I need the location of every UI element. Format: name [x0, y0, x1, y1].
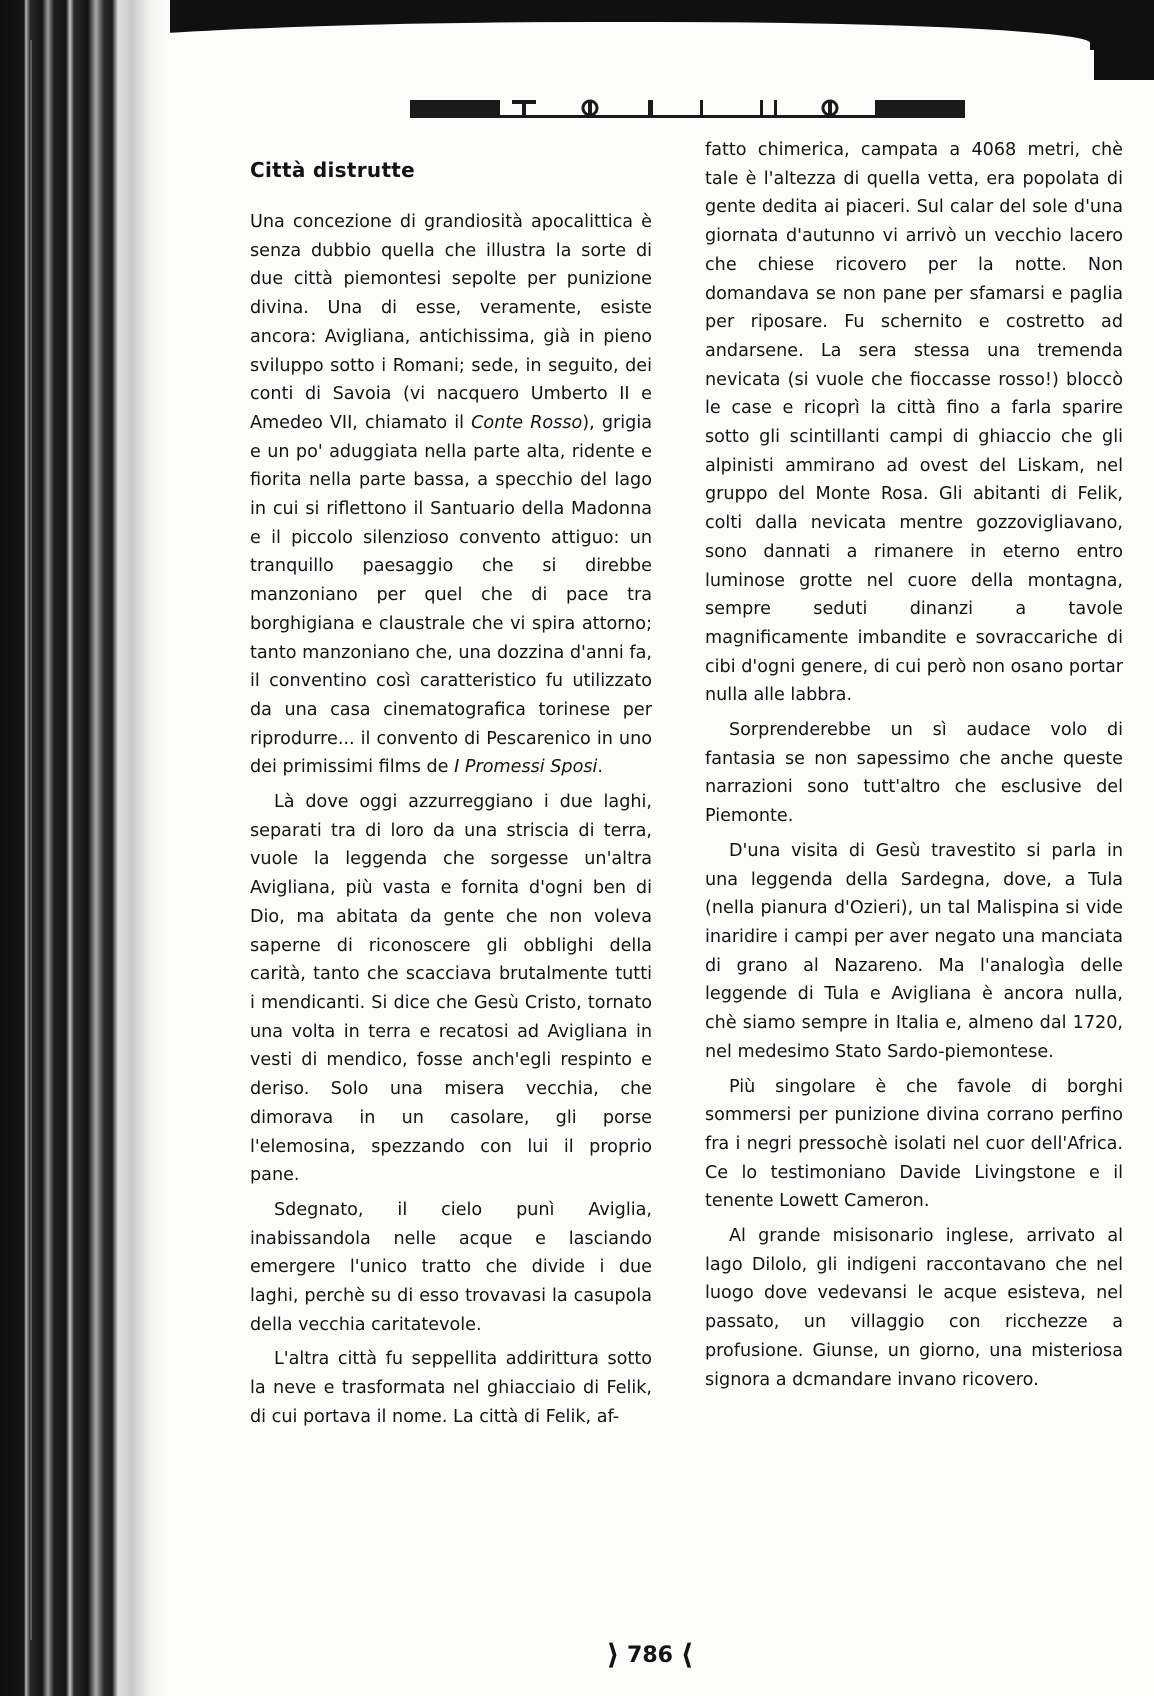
header-ornament-icon [410, 98, 965, 120]
book-spine-edge [0, 0, 170, 1696]
paragraph-text: Una concezione di grandiosità apocalittica è senza dubbio quella che illustra la sorte di due città piemontesi sepolte per punizione divina. Una di esse, veramente, esiste ancora: Avigliana, antichissima, già in pieno sviluppo sotto i Romani; sede, in seguito, dei conti di Savoia (vi nacquero Umberto II e Amedeo VII, chiamato il [250, 212, 652, 433]
spine-line [30, 40, 32, 1640]
paragraph: Al grande misisonario inglese, arrivato al lago Dilolo, gli indigeni raccontavano che nel luogo dove vedevansi le acque esisteva, nel passato, un villaggio con ricchezze a profusione. Giunse, un giorno, una misteriosa signora a dcmandare invano ricovero. [705, 1226, 1123, 1390]
right-text-column [705, 136, 1123, 1400]
paragraph: Sorprenderebbe un sì audace volo di fantasia se non sapessimo che anche queste narrazioni sono tutt'altro che esclusive del Piemonte. [705, 720, 1123, 827]
paragraph: L'altra città fu seppellita addirittura sotto la neve e trasformata nel ghiacciaio di Felik, di cui portava il nome. La città di Felik, af- [250, 1349, 652, 1427]
paragraph: Là dove oggi azzurreggiano i due laghi, separati tra di loro da una striscia di terra, vuole la leggenda che sorgesse un'altra Avigliana, più vasta e fornita d'ogni ben di Dio, ma abitata da gente che non voleva saperne di riconoscere gli obblighi della carità, tanto che scacciava brutalmente tutti i mendicanti. Si dice che Gesù Cristo, tornato una volta in terra e recatosi ad Avigliana in vesti di mendico, fosse anch'egli respinto e deriso. Solo una misera vecchia, che dimorava in un casolare, gli porse l'elemosina, spezzando con lui il proprio pane. [250, 792, 652, 1186]
page-number-text: 786 [627, 1643, 673, 1668]
ornament-left-icon: ⟩ [606, 1638, 620, 1671]
section-title: Città distrutte [250, 158, 416, 182]
left-text-column [250, 208, 652, 1438]
italic-text: I Promessi Sposi [454, 757, 598, 778]
ornament-right-icon: ⟨ [680, 1638, 694, 1671]
page-number [590, 1636, 710, 1669]
paragraph: D'una visita di Gesù travestito si parla in una leggenda della Sardegna, dove, a Tula (nella pianura d'Ozieri), un tal Malispina si vide inaridire i campi per aver negato una manciata di grano al Nazareno. Ma l'analogìa delle leggende di Tula e Avigliana è ancora nulla, chè siamo sempre in Italia e, almeno dal 1720, nel medesimo Stato Sardo-piemontese. [705, 840, 1123, 1062]
paragraph-text: . [597, 757, 604, 778]
scan-border-right [1094, 0, 1154, 80]
paragraph-text: ), grigia e un po' aduggiata nella parte alta, ridente e fiorita nella parte bassa, a specchio del lago in cui si riflettono il Santuario della Madonna e il piccolo silenzioso convento attiguo: un tranquillo paesaggio che si direbbe manzoniano per quel che di pace tra borghigiana e claustrale che vi spira attorno; tanto manzoniano che, una dozzina d'anni fa, il conventino così caratteristico fu utilizzato da una casa cinematografica torinese per riprodurre... il convento di Pescarenico in uno dei primissimi films de [250, 412, 652, 778]
paragraph [250, 208, 652, 782]
italic-text: Conte Rosso [471, 412, 583, 433]
paragraph: Sdegnato, il cielo punì Aviglia, inabissandola nelle acque e lasciando emergere l'unico tratto che divide i due laghi, perchè su di esso trovavasi la casupola della vecchia caritatevole. [250, 1199, 652, 1335]
paragraph: Più singolare è che favole di borghi sommersi per punizione divina corrano perfino fra i negri pressochè isolati nel cuor dell'Africa. Ce lo testimoniano Davide Livingstone e il tenente Lowett Cameron. [705, 1076, 1123, 1212]
paragraph: fatto chimerica, campata a 4068 metri, chè tale è l'altezza di quella vetta, era popolata di gente dedita ai piaceri. Sul calar del sole d'una giornata d'autunno vi arrivò un vecchio lacero che chiese ricovero per la notte. Non domandava se non pane per sfamarsi e paglia per riposare. Fu schernito e costretto ad andarsene. La sera stessa una tremenda nevicata (si vuole che fioccasse rosso!) bloccò le case e ricoprì la città fino a farla sparire sotto gli scintillanti campi di ghiaccio che gli alpinisti ammirano ad ovest del Liskam, nel gruppo del Monte Rosa. Gli abitanti di Felik, colti dalla nevicata mentre gozzovigliavano, sono dannati a rimanere in eterno entro luminose grotte nel cuore della montagna, sempre seduti dinanzi a tavole magnificamente imbandite e sovraccariche di cibi d'ogni genere, di cui però non osano portar nulla alle labbra. [705, 140, 1123, 706]
book-page [250, 88, 1128, 1688]
